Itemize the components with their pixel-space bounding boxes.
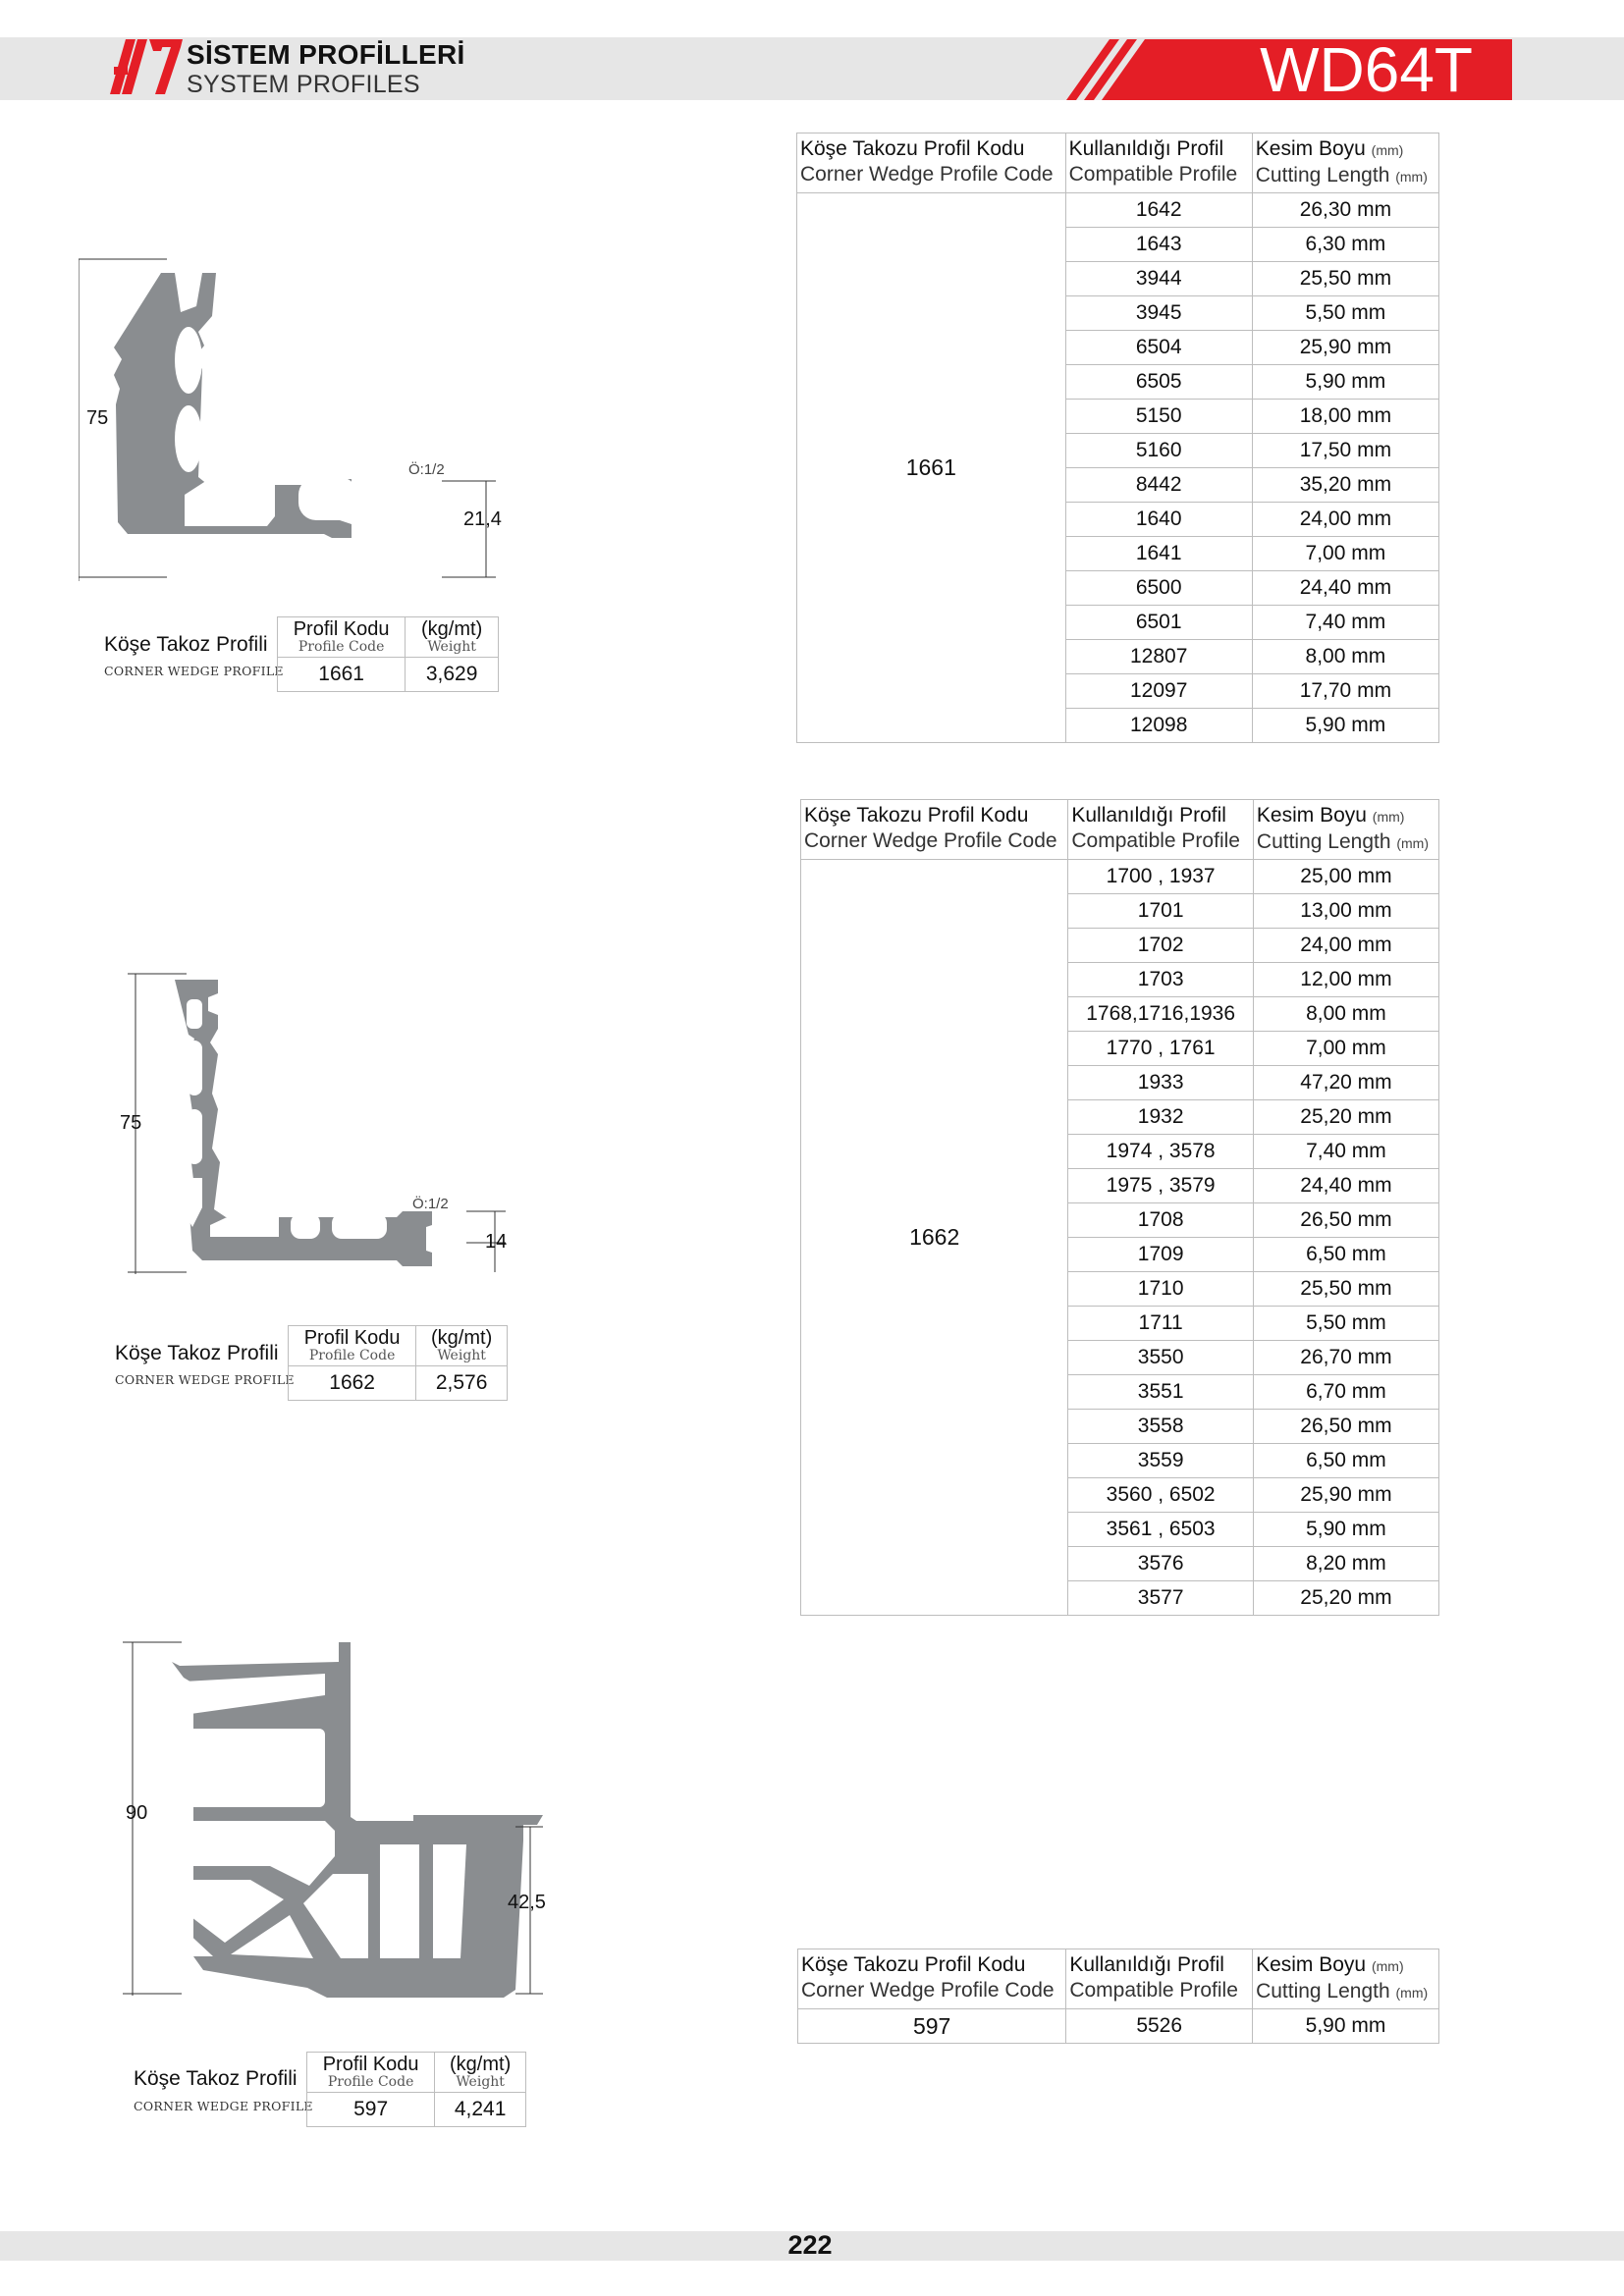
compatible-profile-cell: 1640 [1065, 503, 1252, 537]
th-unit: (mm) [1371, 142, 1404, 158]
profile-1661-drawing [79, 257, 511, 581]
compatible-profile-cell: 3944 [1065, 262, 1252, 296]
weightbox-name-en: CORNER WEDGE PROFILE [115, 1372, 295, 1387]
compat-table-597 [797, 1949, 1439, 2044]
profile-1662-drawing [128, 972, 520, 1276]
cutting-length-cell: 5,50 mm [1253, 1307, 1438, 1341]
cutting-length-cell: 25,90 mm [1253, 1478, 1438, 1513]
compatible-profile-cell: 1770 , 1761 [1068, 1032, 1254, 1066]
compatible-profile-cell: 1709 [1068, 1238, 1254, 1272]
th-col1-tr: Köşe Takozu Profil Kodu [800, 137, 1025, 160]
cutting-length-cell: 5,90 mm [1252, 365, 1438, 400]
compatible-profile-cell: 1700 , 1937 [1068, 860, 1254, 894]
compatible-profile-cell: 3551 [1068, 1375, 1254, 1410]
dim-leg-597: 42,5 [508, 1892, 546, 1913]
cutting-length-cell: 24,40 mm [1253, 1169, 1438, 1203]
th-col2-tr: Kullanıldığı Profil [1068, 137, 1224, 160]
compatible-profile-cell: 5150 [1065, 400, 1252, 434]
compatible-profile-cell: 3945 [1065, 296, 1252, 331]
compatible-profile-cell: 12807 [1065, 640, 1252, 674]
weightbox-1661 [277, 616, 499, 692]
compatible-profile-cell: 1703 [1068, 963, 1254, 997]
weightbox-name-tr: Köşe Takoz Profili [104, 633, 268, 656]
compatible-profile-cell: 6504 [1065, 331, 1252, 365]
company-logo [110, 37, 185, 96]
th-col1-tr: Köşe Takozu Profil Kodu [801, 1953, 1026, 1976]
th-col1-tr: Köşe Takozu Profil Kodu [804, 804, 1029, 827]
th-unit: (mm) [1372, 809, 1405, 825]
corner-wedge-code-cell: 1662 [801, 860, 1068, 1616]
th-col2-en: Compatible Profile [1068, 163, 1238, 186]
weightbox-weight-sub: Weight [437, 1348, 486, 1363]
weightbox-code-label: Profil Kodu [303, 1327, 401, 1349]
weightbox-1662 [288, 1325, 508, 1401]
th-col3-en: Cutting Length [1255, 164, 1390, 187]
cutting-length-cell: 6,30 mm [1252, 228, 1438, 262]
th-col2-tr: Kullanıldığı Profil [1071, 804, 1226, 827]
compatible-profile-cell: 3560 , 6502 [1068, 1478, 1254, 1513]
cutting-length-cell: 5,50 mm [1252, 296, 1438, 331]
compatible-profile-cell: 1768,1716,1936 [1068, 997, 1254, 1032]
compatible-profile-cell: 5160 [1065, 434, 1252, 468]
compatible-profile-cell: 8442 [1065, 468, 1252, 503]
cutting-length-cell: 25,20 mm [1253, 1581, 1438, 1616]
compatible-profile-cell: 1932 [1068, 1100, 1254, 1135]
series-title: WD64T [1260, 34, 1473, 105]
cutting-length-cell: 8,20 mm [1253, 1547, 1438, 1581]
weightbox-name-en: CORNER WEDGE PROFILE [134, 2099, 313, 2113]
cutting-length-cell: 6,50 mm [1253, 1444, 1438, 1478]
table-row [801, 860, 1439, 894]
cutting-length-cell: 26,30 mm [1252, 193, 1438, 228]
compatible-profile-cell: 6500 [1065, 571, 1252, 606]
weightbox-weight-sub: Weight [456, 2074, 505, 2090]
weightbox-code-sub: Profile Code [327, 2074, 414, 2090]
compatible-profile-cell: 1642 [1065, 193, 1252, 228]
cutting-length-cell: 7,40 mm [1253, 1135, 1438, 1169]
th-col3-en: Cutting Length [1256, 830, 1391, 853]
scale-note-1661: Ö:1/2 [408, 461, 445, 478]
cutting-length-cell: 7,00 mm [1252, 537, 1438, 571]
brand-title-tr: SİSTEM PROFİLLERİ [187, 39, 465, 70]
compatible-profile-cell: 6505 [1065, 365, 1252, 400]
cutting-length-cell: 17,50 mm [1252, 434, 1438, 468]
compatible-profile-cell: 3561 , 6503 [1068, 1513, 1254, 1547]
weightbox-weight-value: 3,629 [406, 658, 499, 692]
corner-wedge-code-cell: 1661 [797, 193, 1066, 743]
compatible-profile-cell: 5526 [1066, 2009, 1253, 2044]
weightbox-weight-label: (kg/mt) [431, 1327, 493, 1349]
th-col2-en: Compatible Profile [1069, 1979, 1238, 2002]
compat-table-1662 [800, 799, 1439, 1616]
compatible-profile-cell: 3558 [1068, 1410, 1254, 1444]
weightbox-code-value: 1661 [278, 658, 406, 692]
compatible-profile-cell: 1643 [1065, 228, 1252, 262]
th-col2-tr: Kullanıldığı Profil [1069, 1953, 1224, 1976]
cutting-length-cell: 18,00 mm [1252, 400, 1438, 434]
weightbox-code-label: Profil Kodu [322, 2054, 419, 2075]
cutting-length-cell: 8,00 mm [1253, 997, 1438, 1032]
compat-table-1661 [796, 133, 1439, 743]
cutting-length-cell: 25,50 mm [1253, 1272, 1438, 1307]
compatible-profile-cell: 1711 [1068, 1307, 1254, 1341]
weightbox-name-en: CORNER WEDGE PROFILE [104, 664, 284, 678]
compatible-profile-cell: 12098 [1065, 709, 1252, 743]
scale-note-1662: Ö:1/2 [412, 1196, 449, 1212]
cutting-length-cell: 24,00 mm [1252, 503, 1438, 537]
cutting-length-cell: 6,50 mm [1253, 1238, 1438, 1272]
th-col3-en: Cutting Length [1256, 1980, 1390, 2002]
compatible-profile-cell: 12097 [1065, 674, 1252, 709]
dim-leg-1661: 21,4 [463, 508, 502, 530]
weightbox-code-value: 597 [307, 2093, 435, 2127]
cutting-length-cell: 25,00 mm [1253, 860, 1438, 894]
th-col3-tr: Kesim Boyu [1256, 804, 1367, 827]
weightbox-weight-value: 2,576 [416, 1366, 508, 1401]
compatible-profile-cell: 1933 [1068, 1066, 1254, 1100]
compatible-profile-cell: 1702 [1068, 929, 1254, 963]
weightbox-597 [306, 2052, 526, 2127]
th-col1-en: Corner Wedge Profile Code [801, 1979, 1055, 2002]
th-unit: (mm) [1396, 835, 1430, 851]
compatible-profile-cell: 1974 , 3578 [1068, 1135, 1254, 1169]
compatible-profile-cell: 3577 [1068, 1581, 1254, 1616]
cutting-length-cell: 26,50 mm [1253, 1203, 1438, 1238]
cutting-length-cell: 5,90 mm [1253, 1513, 1438, 1547]
table-row [797, 193, 1439, 228]
cutting-length-cell: 5,90 mm [1252, 709, 1438, 743]
cutting-length-cell: 26,50 mm [1253, 1410, 1438, 1444]
th-col1-en: Corner Wedge Profile Code [804, 829, 1057, 852]
weightbox-name-tr: Köşe Takoz Profili [134, 2067, 298, 2090]
cutting-length-cell: 7,00 mm [1253, 1032, 1438, 1066]
compatible-profile-cell: 3559 [1068, 1444, 1254, 1478]
cutting-length-cell: 26,70 mm [1253, 1341, 1438, 1375]
th-col2-en: Compatible Profile [1071, 829, 1240, 852]
dim-height-1661: 75 [86, 407, 109, 429]
th-col1-en: Corner Wedge Profile Code [800, 163, 1054, 186]
cutting-length-cell: 5,90 mm [1253, 2009, 1439, 2044]
cutting-length-cell: 24,00 mm [1253, 929, 1438, 963]
profile-597-drawing [123, 1634, 545, 1998]
weightbox-code-label: Profil Kodu [293, 618, 390, 640]
weightbox-weight-label: (kg/mt) [450, 2054, 512, 2075]
compatible-profile-cell: 1975 , 3579 [1068, 1169, 1254, 1203]
th-col3-tr: Kesim Boyu [1255, 137, 1366, 160]
compatible-profile-cell: 1708 [1068, 1203, 1254, 1238]
weightbox-weight-value: 4,241 [435, 2093, 526, 2127]
cutting-length-cell: 35,20 mm [1252, 468, 1438, 503]
weightbox-weight-sub: Weight [427, 639, 476, 655]
dim-height-1662: 75 [120, 1112, 142, 1134]
table-row [798, 2009, 1439, 2044]
th-unit: (mm) [1371, 1958, 1404, 1974]
cutting-length-cell: 24,40 mm [1252, 571, 1438, 606]
cutting-length-cell: 25,50 mm [1252, 262, 1438, 296]
compatible-profile-cell: 6501 [1065, 606, 1252, 640]
weightbox-code-sub: Profile Code [308, 1348, 396, 1363]
dim-height-597: 90 [126, 1802, 148, 1824]
cutting-length-cell: 47,20 mm [1253, 1066, 1438, 1100]
cutting-length-cell: 12,00 mm [1253, 963, 1438, 997]
compatible-profile-cell: 3550 [1068, 1341, 1254, 1375]
weightbox-code-sub: Profile Code [298, 639, 385, 655]
cutting-length-cell: 17,70 mm [1252, 674, 1438, 709]
weightbox-name-tr: Köşe Takoz Profili [115, 1342, 279, 1364]
cutting-length-cell: 6,70 mm [1253, 1375, 1438, 1410]
weightbox-weight-label: (kg/mt) [421, 618, 483, 640]
compatible-profile-cell: 1701 [1068, 894, 1254, 929]
compatible-profile-cell: 3576 [1068, 1547, 1254, 1581]
compatible-profile-cell: 1641 [1065, 537, 1252, 571]
page-number: 222 [787, 2230, 833, 2260]
compatible-profile-cell: 1710 [1068, 1272, 1254, 1307]
cutting-length-cell: 7,40 mm [1252, 606, 1438, 640]
dim-leg-1662: 14 [485, 1231, 508, 1253]
cutting-length-cell: 8,00 mm [1252, 640, 1438, 674]
brand-title-en: SYSTEM PROFILES [187, 71, 420, 98]
corner-wedge-code-cell: 597 [798, 2009, 1066, 2044]
th-unit: (mm) [1395, 169, 1428, 185]
weightbox-code-value: 1662 [289, 1366, 416, 1401]
cutting-length-cell: 25,20 mm [1253, 1100, 1438, 1135]
cutting-length-cell: 13,00 mm [1253, 894, 1438, 929]
th-col3-tr: Kesim Boyu [1256, 1953, 1367, 1976]
th-unit: (mm) [1395, 1985, 1429, 2001]
cutting-length-cell: 25,90 mm [1252, 331, 1438, 365]
